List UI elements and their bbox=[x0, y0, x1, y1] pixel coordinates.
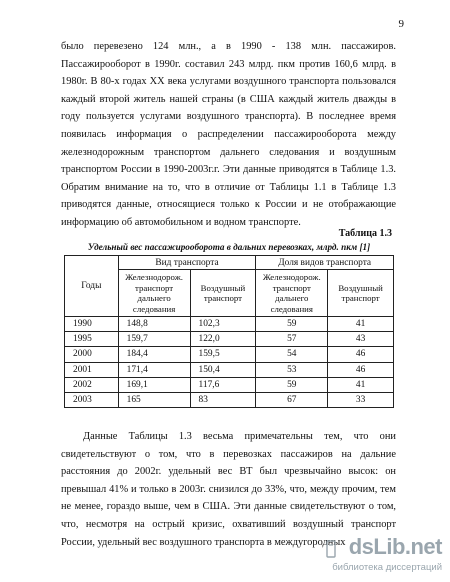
cell-rail: 184,4 bbox=[118, 347, 190, 362]
col-header-air-share: Воздушный транспорт bbox=[328, 270, 394, 317]
cell-air-share: 41 bbox=[328, 317, 394, 332]
col-header-years: Годы bbox=[65, 256, 119, 317]
cell-air: 83 bbox=[190, 392, 256, 407]
cell-rail-share: 59 bbox=[256, 377, 328, 392]
paragraph-1: было перевезено 124 млн., а в 1990 - 138 млн. пассажиров. Пассажирооборот в 1990г. составил 243 млрд. пкм против 160,6 млрд. в 1980г. В 80-х годах XX века услугами воздушного транспорта пользовался каждый второй житель нашей страны (в США каждый житель дважды в году пользуется услугами воздушного транспорта). В последнее время появилась информация о распределении пассажирооборота между железнодорожным транспортом дальнего следования и воздушным транспортом России в 1990-2003г.г. Эти данные приводятся в Таблице 1.3. Обратим внимание на то, что в отличие от Таблицы 1.1 в Таблице 1.3 приводятся данные, относящиеся только к России и не отображающие информацию об автомобильном и водном транспорте. bbox=[61, 41, 396, 228]
cell-year: 2002 bbox=[65, 377, 119, 392]
cell-rail: 171,4 bbox=[118, 362, 190, 377]
cell-air: 159,5 bbox=[190, 347, 256, 362]
cell-rail-share: 67 bbox=[256, 392, 328, 407]
cell-air: 150,4 bbox=[190, 362, 256, 377]
cell-year: 1990 bbox=[65, 317, 119, 332]
cell-rail: 148,8 bbox=[118, 317, 190, 332]
cell-air-share: 41 bbox=[328, 377, 394, 392]
data-table bbox=[64, 255, 394, 408]
col-header-rail-share: Железнодорож. транспорт дальнего следования bbox=[256, 270, 328, 317]
cell-rail: 169,1 bbox=[118, 377, 190, 392]
paragraph-2: Данные Таблицы 1.3 весьма примечательны тем, что они свидетельствуют о том, что в перевозках пассажиров на дальние расстояния до 2002г. удельный вес ВТ был чрезвычайно высок: он превышал 41% и только в 2003г. снизился до 33%, что, между прочим, тем не менее, гораздо выше, чем в США. Эти данные свидетельствуют о том, что, несмотря на острый кризис, охвативший воздушный транспорт России, удельный вес воздушного транспорта в междугородных bbox=[61, 431, 396, 548]
cell-rail: 159,7 bbox=[118, 332, 190, 347]
watermark-logo: dsLib.net bbox=[348, 534, 442, 559]
cell-year: 2003 bbox=[65, 392, 119, 407]
table-label: Таблица 1.3 bbox=[338, 228, 392, 239]
table-row bbox=[65, 317, 394, 332]
book-icon bbox=[326, 540, 336, 558]
cell-rail-share: 57 bbox=[256, 332, 328, 347]
page-number: 9 bbox=[398, 18, 404, 30]
cell-air: 117,6 bbox=[190, 377, 256, 392]
cell-rail-share: 53 bbox=[256, 362, 328, 377]
table-row bbox=[65, 332, 394, 347]
watermark-subtitle: библиотека диссертаций bbox=[332, 562, 442, 573]
table-row bbox=[65, 377, 394, 392]
table-row bbox=[65, 362, 394, 377]
cell-air: 122,0 bbox=[190, 332, 256, 347]
col-group-transport-share: Доля видов транспорта bbox=[256, 256, 394, 270]
col-header-rail: Железнодорож. транспорт дальнего следования bbox=[118, 270, 190, 317]
cell-air-share: 46 bbox=[328, 362, 394, 377]
cell-rail-share: 54 bbox=[256, 347, 328, 362]
table-row bbox=[65, 347, 394, 362]
cell-air-share: 43 bbox=[328, 332, 394, 347]
col-header-air: Воздушный транспорт bbox=[190, 270, 256, 317]
cell-rail-share: 59 bbox=[256, 317, 328, 332]
cell-year: 1995 bbox=[65, 332, 119, 347]
cell-air-share: 46 bbox=[328, 347, 394, 362]
cell-air-share: 33 bbox=[328, 392, 394, 407]
watermark[interactable] bbox=[324, 534, 442, 578]
col-group-transport-type: Вид транспорта bbox=[118, 256, 256, 270]
cell-rail: 165 bbox=[118, 392, 190, 407]
table-caption: Удельный вес пассажирооборота в дальних перевозках, млрд. пкм [1] bbox=[87, 242, 371, 252]
table-row bbox=[65, 392, 394, 407]
cell-year: 2000 bbox=[65, 347, 119, 362]
cell-year: 2001 bbox=[65, 362, 119, 377]
cell-air: 102,3 bbox=[190, 317, 256, 332]
